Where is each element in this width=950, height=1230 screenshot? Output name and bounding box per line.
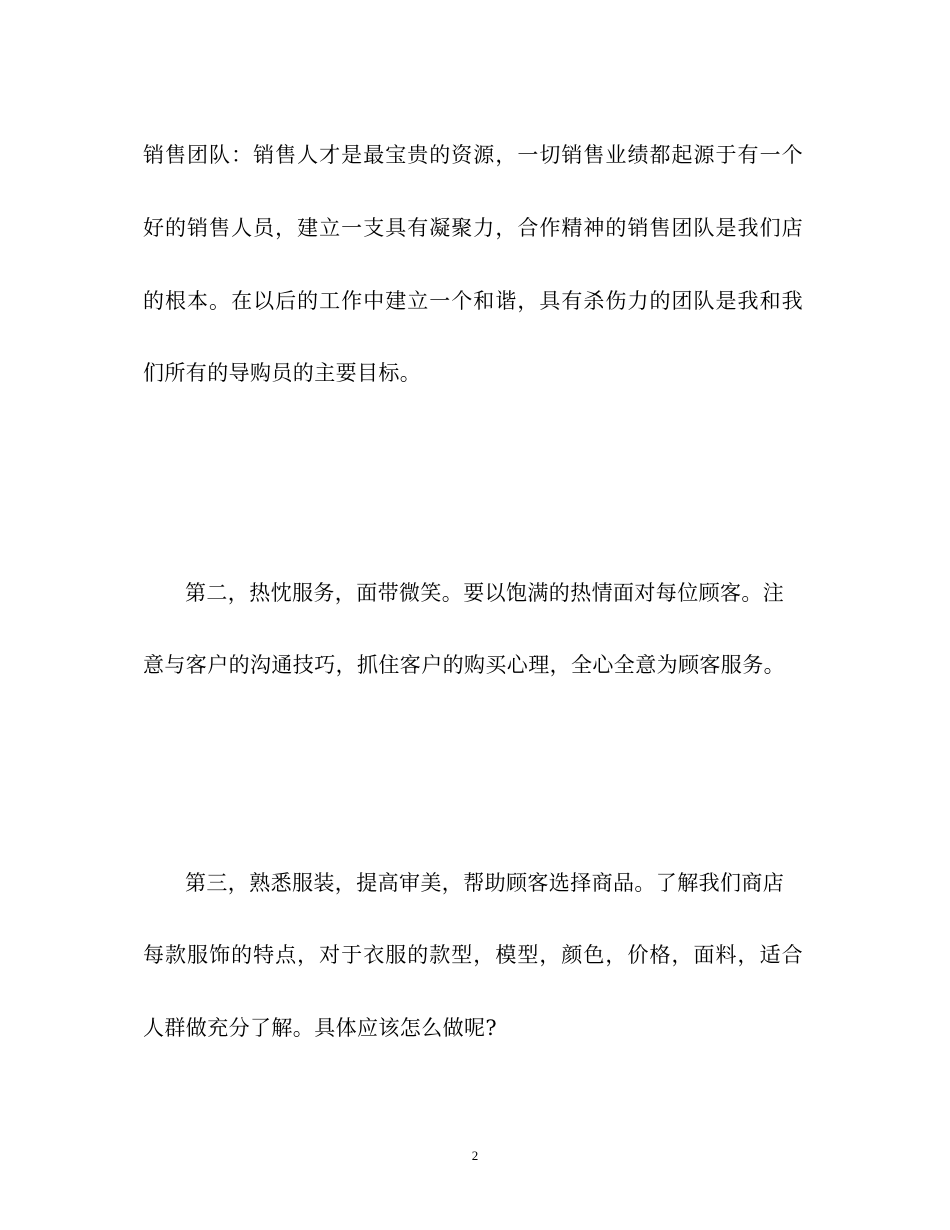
paragraph-3-line-3: 人群做充分了解。具体应该怎么做呢? <box>143 1016 498 1040</box>
paragraph-2-line-1: 第二，热忱服务，面带微笑。要以饱满的热情面对每位顾客。注 <box>185 581 785 605</box>
page-number: 2 <box>471 1148 479 1163</box>
paragraph-1-line-1: 销售团队：销售人才是最宝贵的资源，一切销售业绩都起源于有一个 <box>143 143 803 167</box>
paragraph-1-line-3: 的根本。在以后的工作中建立一个和谐，具有杀伤力的团队是我和我 <box>143 289 803 313</box>
paragraph-3-line-2: 每款服饰的特点，对于衣服的款型，模型，颜色，价格，面料，适合 <box>143 943 803 967</box>
paragraph-3-line-1: 第三，熟悉服装，提高审美，帮助顾客选择商品。了解我们商店 <box>185 871 785 895</box>
paragraph-1-line-2: 好的销售人员，建立一支具有凝聚力，合作精神的销售团队是我们店 <box>143 216 803 240</box>
paragraph-2-line-2: 意与客户的沟通技巧，抓住客户的购买心理，全心全意为顾客服务。 <box>143 653 785 677</box>
paragraph-1-line-4: 们所有的导购员的主要目标。 <box>143 361 422 385</box>
